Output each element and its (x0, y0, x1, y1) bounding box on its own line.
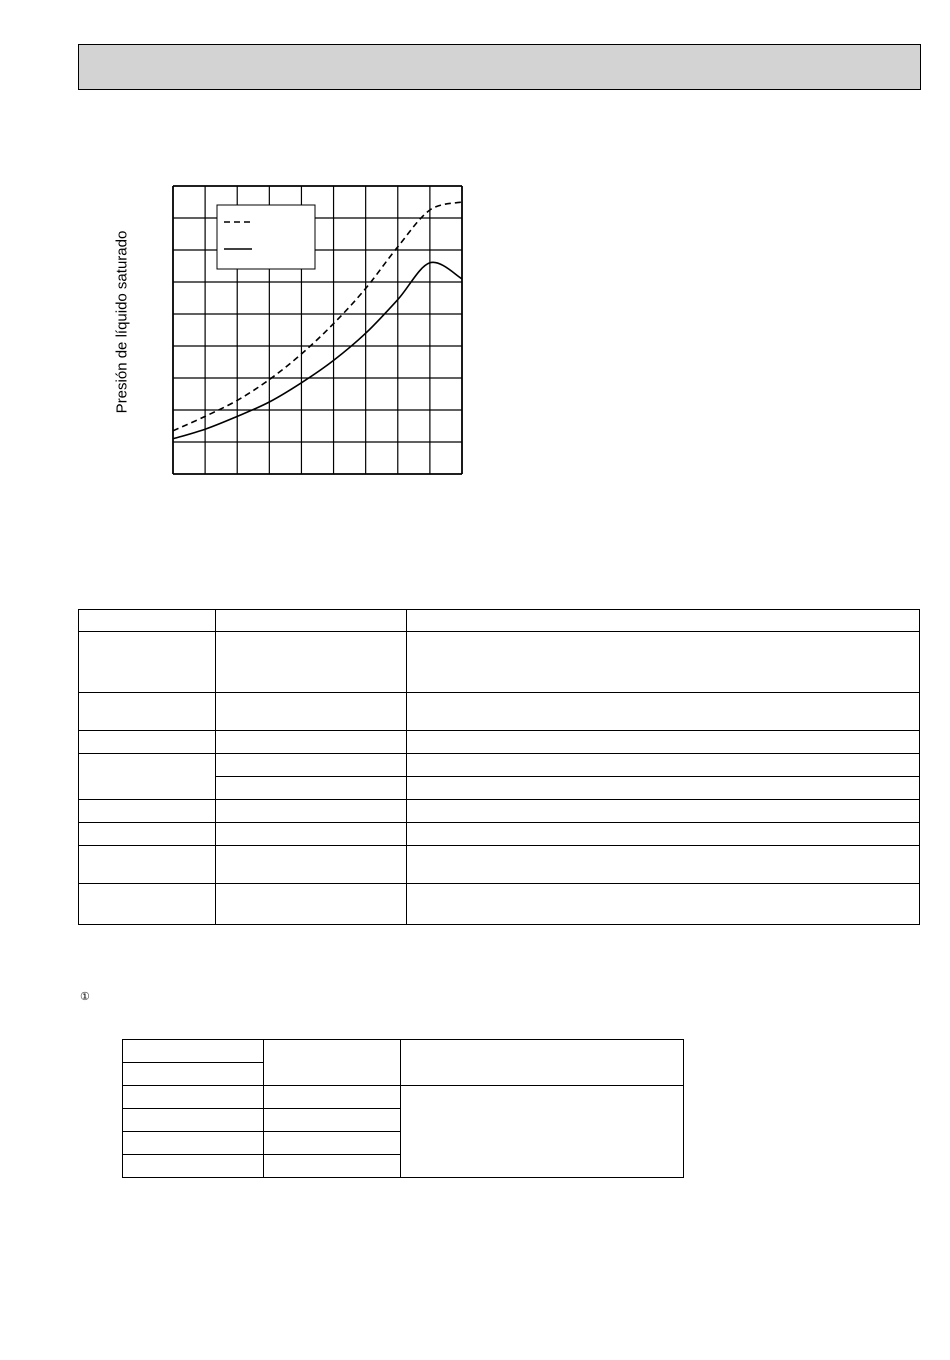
table-cell (216, 800, 407, 823)
table-row (79, 693, 920, 731)
table-cell (79, 754, 216, 800)
table-cell (407, 610, 920, 632)
table-row (79, 731, 920, 754)
table-cell (401, 1040, 684, 1086)
table-cell (216, 777, 407, 800)
chart-series (173, 202, 462, 439)
table-cell (123, 1086, 264, 1109)
table-row (79, 884, 920, 925)
table-cell (216, 632, 407, 693)
table-cell (264, 1086, 401, 1109)
table-cell (407, 731, 920, 754)
table-cell (264, 1132, 401, 1155)
table-cell (79, 800, 216, 823)
small-table (122, 1039, 684, 1178)
chart-grid (173, 186, 462, 474)
table-cell (79, 846, 216, 884)
table-cell (407, 632, 920, 693)
spec-table (78, 609, 920, 925)
table-row (79, 800, 920, 823)
table-cell (216, 693, 407, 731)
table-row (123, 1086, 684, 1109)
table-cell (407, 754, 920, 777)
table-cell (216, 754, 407, 777)
table-row (79, 610, 920, 632)
table-cell (79, 731, 216, 754)
table-row (79, 846, 920, 884)
table-cell (407, 823, 920, 846)
table-cell (123, 1132, 264, 1155)
section-header-bar (78, 44, 921, 90)
pressure-chart (160, 180, 470, 480)
table-cell (407, 693, 920, 731)
table-cell (216, 823, 407, 846)
table-cell (79, 884, 216, 925)
table-cell (216, 846, 407, 884)
note-marker: ① (80, 991, 90, 1003)
table-cell (216, 610, 407, 632)
table-cell (264, 1155, 401, 1178)
table-cell (123, 1109, 264, 1132)
table-cell (123, 1063, 264, 1086)
table-cell (407, 846, 920, 884)
table-cell (407, 884, 920, 925)
table-cell (79, 632, 216, 693)
table-cell (79, 823, 216, 846)
table-row (79, 823, 920, 846)
table-cell (79, 610, 216, 632)
table-cell (264, 1109, 401, 1132)
series-line-solid (173, 262, 462, 438)
chart-y-axis-label: Presión de líquido saturado (113, 230, 131, 414)
chart-legend-box (217, 205, 315, 269)
table-cell (79, 693, 216, 731)
table-cell (407, 800, 920, 823)
series-line-dashed (173, 202, 462, 431)
table-cell (216, 884, 407, 925)
table-cell (123, 1040, 264, 1063)
table-cell (216, 731, 407, 754)
table-row (79, 754, 920, 777)
table-cell (264, 1040, 401, 1086)
table-cell (401, 1086, 684, 1178)
table-cell (123, 1155, 264, 1178)
table-row (79, 632, 920, 693)
table-cell (407, 777, 920, 800)
table-row (123, 1040, 684, 1063)
